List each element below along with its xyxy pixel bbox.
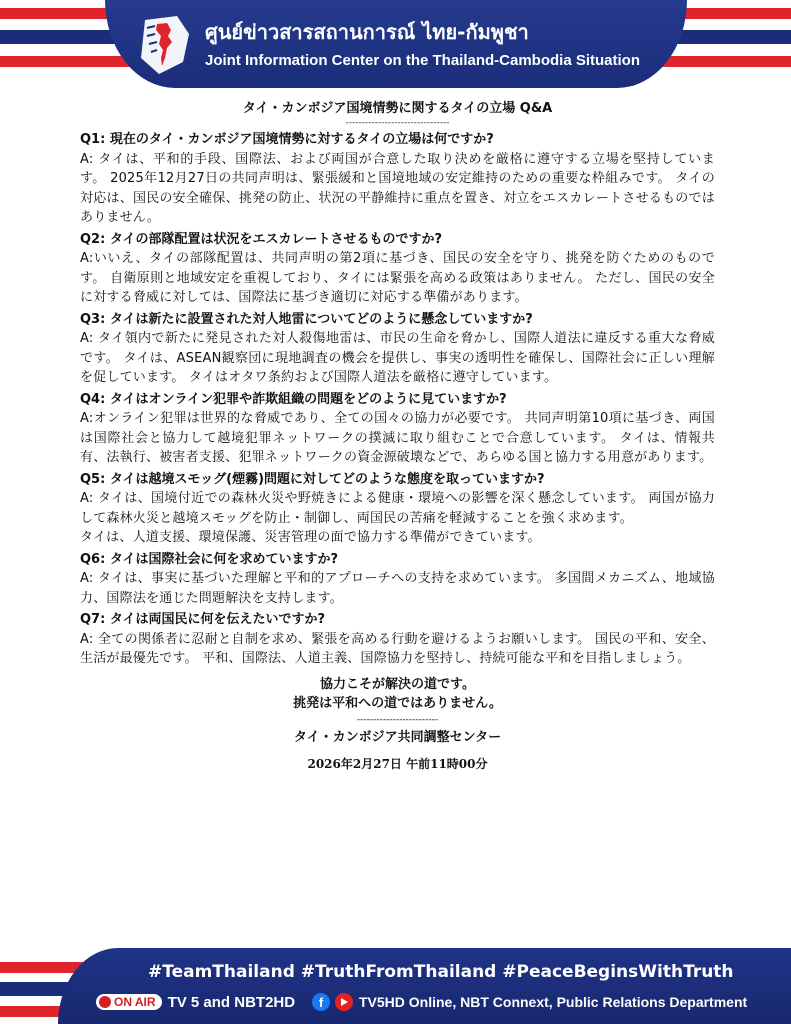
organization-name: タイ・カンボジア共同調整センター	[293, 729, 502, 745]
on-air-channels: TV 5 and NBT2HD	[167, 993, 296, 1011]
document-date: 2026年2月27日 午前11時00分	[307, 756, 488, 771]
question-1: Q1: 現在のタイ・カンボジア国境情勢に対するタイの立場は何ですか?	[80, 132, 494, 147]
question-2: Q2: タイの部隊配置は状況をエスカレートさせるものですか?	[80, 231, 443, 247]
online-channels-info	[312, 992, 747, 1012]
qa-item-5	[80, 470, 715, 548]
flag-stripe-red-bottom-left	[0, 56, 140, 67]
header-banner	[0, 0, 791, 92]
footer-banner	[0, 948, 791, 1024]
broadcast-icon	[99, 996, 111, 1008]
qa-item-7	[80, 610, 715, 669]
answer-5-extra: タイは、人道支援、環境保護、災害管理の面で協力する準備ができています。	[80, 530, 541, 545]
qa-item-1	[80, 130, 715, 228]
question-6: Q6: タイは国際社会に何を求めていますか?	[80, 551, 339, 567]
on-air-info	[96, 992, 295, 1012]
on-air-badge	[96, 994, 162, 1010]
question-5: Q5: タイは越境スモッグ(煙霧)問題に対してどのような態度を取っていますか?	[80, 471, 545, 487]
qa-document	[80, 96, 715, 774]
qa-item-3	[80, 310, 715, 388]
qa-item-6	[80, 550, 715, 609]
answer-6: A: タイは、事実に基づいた理解と平和的アプローチへの支持を求めています。 多国間メカニズム、地域協力、国際法を通じた問題解決を支持します。	[80, 571, 715, 606]
closing-message	[80, 675, 715, 714]
header-title-english: Joint Information Center on the Thailand-Cambodia Situation	[205, 52, 640, 69]
thai-map-logo-icon	[137, 14, 193, 76]
question-3: Q3: タイは新たに設置された対人地雷についてどのように懸念していますか?	[80, 311, 533, 327]
qa-item-4	[80, 390, 715, 468]
closing-line-1: 協力こそが解決の道です。	[320, 676, 475, 692]
hashtags: #TeamThailand #TruthFromThailand #PeaceBeginsWithTruth	[148, 962, 734, 982]
on-air-label: ON AIR	[114, 995, 156, 1009]
answer-1: A: タイは、平和的手段、国際法、および両国が合意した取り決めを厳格に遵守する立場を堅持しています。 2025年12月27日の共同声明は、緊張緩和と国境地域の安定維持のための重要な枠組みです。 タイの対応は、国民の安全確保、挑発の防止、状況の平静維持に重点を置き、対立をエスカレートさせるものではありません。	[80, 151, 715, 225]
closing-line-2: 挑発は平和への道ではありません。	[293, 696, 502, 711]
answer-3: A: タイ領内で新たに発見された対人殺傷地雷は、市民の生命を脅かし、国際人道法に違反する重大な脅威です。 タイは、ASEAN観察団に現地調査の機会を提供し、事実の透明性を確保し、国際社会に正しい理解を促しています。 タイはオタワ条約および国際人道法を厳格に遵守しています。	[80, 331, 715, 385]
document-title: タイ・カンボジア国境情勢に関するタイの立場 Q&A	[242, 101, 553, 116]
answer-5: A: タイは、国境付近での森林火災や野焼きによる健康・環境への影響を深く懸念しています。 両国が協力して森林火災と越境スモッグを防止・制御し、両国民の苦痛を軽減することを強く求めます。	[80, 491, 715, 526]
youtube-icon	[335, 993, 353, 1011]
header-title-thai: ศูนย์ข่าวสารสถานการณ์ ไทย-กัมพูชา	[205, 20, 529, 44]
closing-separator: -------------------------	[356, 714, 439, 725]
question-7: Q7: タイは両国民に何を伝えたいですか?	[80, 612, 326, 627]
online-channels-text: TV5HD Online, NBT Connext, Public Relations Department	[359, 994, 748, 1010]
qa-item-2	[80, 230, 715, 308]
facebook-icon: f	[312, 993, 330, 1011]
title-separator: --------------------------------	[345, 118, 450, 128]
footer-banner-shape	[58, 948, 791, 1024]
answer-7: A: 全ての関係者に忍耐と自制を求め、緊張を高める行動を避けるようお願いします。 国民の平和、安全、生活が最優先です。 平和、国際法、人道主義、国際協力を堅持し、持続可能な平和を目指しましょう。	[80, 631, 715, 666]
answer-2: A:いいえ、タイの部隊配置は、共同声明の第2項に基づき、国民の安全を守り、挑発を防ぐためのものです。 自衛原則と地域安定を重視しており、タイには緊張を高める政策はありません。 ただし、国民の安全に対する脅威に対しては、国際法に基づき適切に対応する準備があります。	[80, 251, 715, 305]
question-4: Q4: タイはオンライン犯罪や詐欺組織の問題をどのように見ていますか?	[80, 391, 507, 407]
answer-4: A:オンライン犯罪は世界的な脅威であり、全ての国々の協力が必要です。 共同声明第10項に基づき、両国は国際社会と協力して越境犯罪ネットワークの撲滅に取り組むことで合意しています。 タイは、情報共有、法執行、被害者支援、犯罪ネットワークの資金源破壊などで、あらゆる国と協力する用意があります。	[80, 411, 715, 465]
